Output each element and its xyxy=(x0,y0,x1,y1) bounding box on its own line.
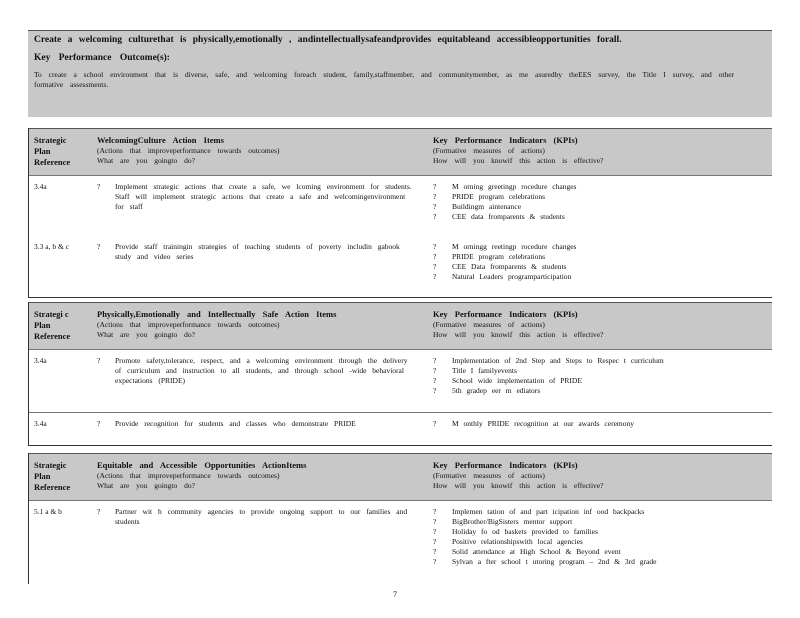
kpi-list xyxy=(433,419,763,429)
ref-header-line: Plan xyxy=(34,146,51,156)
kpi-item: ? Sylvan a fter school t utoring program – 2nd & 3rd grade xyxy=(433,557,657,566)
action-sub1: (Actions that improveperformance towards outcomes) xyxy=(97,320,280,329)
kpi-list xyxy=(433,242,763,282)
ref-header xyxy=(34,309,94,342)
ref-cell: 5.1 a & b xyxy=(34,507,62,516)
action-title: WelcomingCulture Action Items xyxy=(97,135,224,145)
action-cell: Provide staff trainingin strategies of teaching students of poverty includin gabook study and video series xyxy=(115,242,400,261)
kpi-item: ? Natural Leaders programparticipation xyxy=(433,272,572,281)
kpi-item: ? Positive relationshipswith local agencies xyxy=(433,537,583,546)
bullet: ? xyxy=(97,356,101,365)
ref-cell: 3.3 a, b & c xyxy=(34,242,69,251)
kpi-sub1: (Formative measures of actions) xyxy=(433,320,545,329)
table-row xyxy=(29,349,772,412)
section-safe-actions xyxy=(28,302,772,446)
kpi-item: ? Buildingm aintenance xyxy=(433,202,522,211)
bullet: ? xyxy=(97,419,101,428)
kpi-item: ? Implementation of 2nd Step and Steps to Respec t curriculum xyxy=(433,356,664,365)
kpi-item: ? Implemen tation of and part icipation inf ood backpacks xyxy=(433,507,645,516)
kpi-title: Key Performance Indicators (KPIs) xyxy=(433,135,578,145)
action-sub1: (Actions that improveperformance towards outcomes) xyxy=(97,146,280,155)
action-header xyxy=(97,135,427,166)
kpi-sub2: How will you knowif this action is effective? xyxy=(433,156,604,165)
action-cell: Provide recognition for students and classes who demonstrate PRIDE xyxy=(115,419,356,428)
kpi-sub2: How will you knowif this action is effective? xyxy=(433,330,604,339)
action-sub1: (Actions that improveperformance towards outcomes) xyxy=(97,471,280,480)
kpi-item: ? M onthly PRIDE recognition at our awards ceremony xyxy=(433,419,635,428)
action-header xyxy=(97,309,427,340)
kpi-item: ? Solid attendance at High School & Beyond event xyxy=(433,547,621,556)
bullet: ? xyxy=(97,242,101,251)
ref-header-line: Reference xyxy=(34,331,71,341)
goal-description: To create a school environment that is diverse, safe, and welcoming foreach student, family,staffmember, and communitymember, as me asuredby theEES survey, the Title I survey, and other formative assessments. xyxy=(34,70,735,89)
section-welcoming-culture xyxy=(28,128,772,298)
kpi-title: Key Performance Indicators (KPIs) xyxy=(433,460,578,470)
kpi-header xyxy=(433,135,763,166)
bullet: ? xyxy=(97,507,101,516)
kpi-sub1: (Formative measures of actions) xyxy=(433,471,545,480)
section-header xyxy=(29,453,772,500)
section-header xyxy=(29,128,772,175)
kpi-list xyxy=(433,182,763,222)
kpi-item: ? CEE Data fromparents & students xyxy=(433,262,567,271)
table-row xyxy=(29,500,772,585)
ref-header-line: Strategi c xyxy=(34,309,69,319)
kpi-list xyxy=(433,507,763,567)
ref-header xyxy=(34,135,94,168)
action-cell: Partner wit h community agencies to provide ongoing support to our families and students xyxy=(115,507,408,526)
kpi-item: ? PRIDE program celebrations xyxy=(433,252,546,261)
action-header xyxy=(97,460,427,491)
bullet: ? xyxy=(97,182,101,191)
section-header xyxy=(29,302,772,349)
kpi-item: ? Holiday fo od baskets provided to families xyxy=(433,527,598,536)
goal-title: Create a welcoming culturethat is physically,emotionally , andintellectuallysafeandprovides equitableand accessibleopportunities forall. xyxy=(34,35,622,45)
ref-header-line: Plan xyxy=(34,471,51,481)
ref-cell: 3.4a xyxy=(34,419,47,428)
kpi-item: ? M orning greetingp rocedure changes xyxy=(433,182,577,191)
ref-header-line: Plan xyxy=(34,320,51,330)
kpi-item: ? BigBrother/BigSisters mentor support xyxy=(433,517,573,526)
kpi-item: ? School wide implementation of PRIDE xyxy=(433,376,582,385)
action-title: Equitable and Accessible Opportunities ActionItems xyxy=(97,460,307,470)
goal-block xyxy=(28,30,772,117)
action-sub2: What are you goingto do? xyxy=(97,330,195,339)
action-cell: Implement strategic actions that create a safe, we lcoming environment for students. Staff will implement strategic actions that create a safe and welcomingenvironment for staff xyxy=(115,182,412,211)
table-row xyxy=(29,412,772,447)
action-cell: Promote safety,tolerance, respect, and a welcoming environment through the delivery of curriculum and instruction to all students, and through school -wide behavioral expectations (PRIDE) xyxy=(115,356,408,385)
action-sub2: What are you goingto do? xyxy=(97,481,195,490)
kpi-header xyxy=(433,460,763,491)
table-row xyxy=(29,175,772,236)
kpi-title: Key Performance Indicators (KPIs) xyxy=(433,309,578,319)
kpi-item: ? M orningg reetingp rocedure changes xyxy=(433,242,577,251)
kpi-sub1: (Formative measures of actions) xyxy=(433,146,545,155)
kpi-list xyxy=(433,356,763,396)
ref-header-line: Reference xyxy=(34,482,71,492)
kpo-label: Key Performance Outcome(s): xyxy=(34,53,170,63)
action-sub2: What are you goingto do? xyxy=(97,156,195,165)
ref-cell: 3.4a xyxy=(34,356,47,365)
ref-header-line: Strategic xyxy=(34,460,67,470)
kpi-item: ? 5th gradep eer m ediators xyxy=(433,386,541,395)
kpi-item: ? CEE data fromparents & students xyxy=(433,212,565,221)
page-number: 7 xyxy=(393,590,397,599)
ref-header xyxy=(34,460,94,493)
kpi-header xyxy=(433,309,763,340)
section-equitable-opportunities xyxy=(28,453,772,584)
ref-cell: 3.4a xyxy=(34,182,47,191)
kpi-sub2: How will you knowif this action is effective? xyxy=(433,481,604,490)
kpi-item: ? PRIDE program celebrations xyxy=(433,192,546,201)
ref-header-line: Reference xyxy=(34,157,71,167)
table-row xyxy=(29,236,772,298)
ref-header-line: Strategic xyxy=(34,135,67,145)
action-title: Physically,Emotionally and Intellectually Safe Action Items xyxy=(97,309,337,319)
kpi-item: ? Title I familyevents xyxy=(433,366,517,375)
